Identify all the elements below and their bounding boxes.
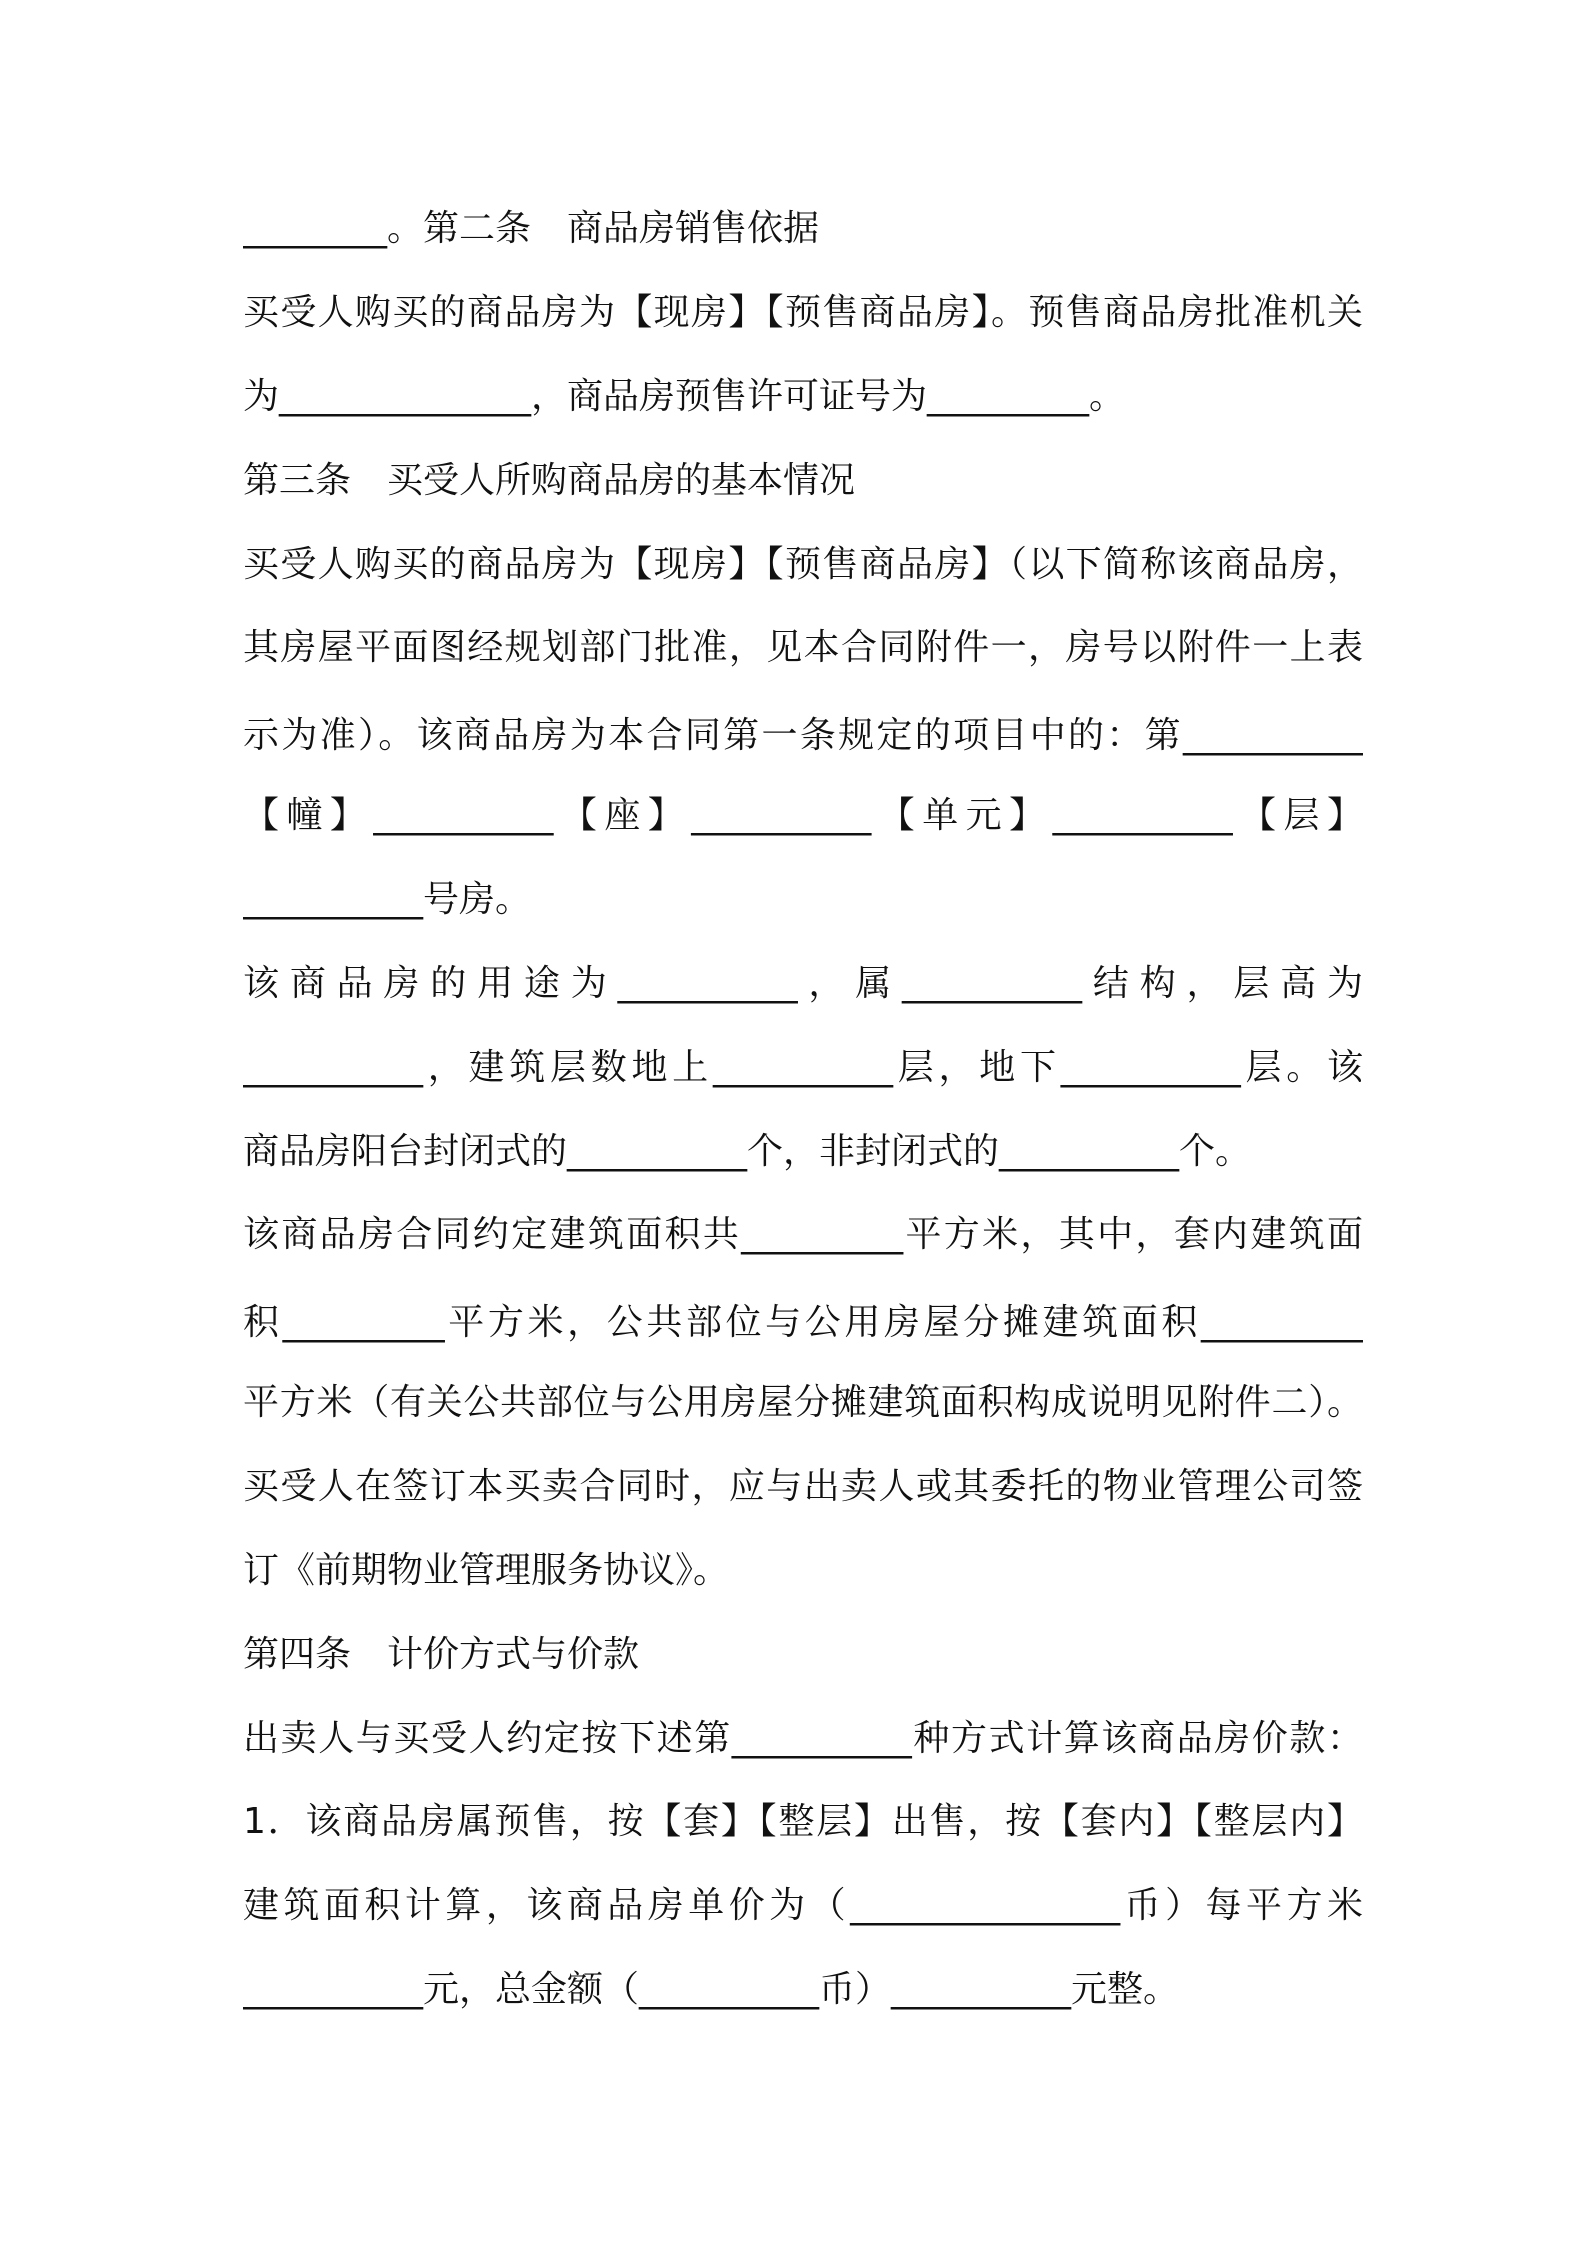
- text-line: __________号房。: [243, 879, 532, 920]
- text-line: 其房屋平面图经规划部门批准，见本合同附件一，房号以附件一上表: [243, 627, 1363, 668]
- text-line: 订《前期物业管理服务协议》。: [243, 1550, 730, 1591]
- text-line: 【幢】__________【座】__________【单元】__________【层】: [243, 795, 1363, 836]
- section-heading: 第三条 买受人所购商品房的基本情况: [243, 460, 856, 501]
- text-line: ________。第二条 商品房销售依据: [243, 208, 820, 249]
- text-line: __________元，总金额（__________币）__________元整。: [243, 1969, 1180, 2010]
- text-line: 买受人购买的商品房为【现房】【预售商品房】（以下简称该商品房，: [243, 544, 1363, 585]
- text-line: 买受人购买的商品房为【现房】【预售商品房】。预售商品房批准机关: [243, 292, 1363, 333]
- text-line: 买受人在签订本买卖合同时，应与出卖人或其委托的物业管理公司签: [243, 1466, 1363, 1507]
- section-heading: 第四条 计价方式与价款: [243, 1634, 640, 1675]
- text-line: 该商品房的用途为__________，属__________结构，层高为: [243, 963, 1363, 1004]
- text-line: 1．该商品房属预售，按【套】【整层】出售，按【套内】【整层内】: [243, 1801, 1363, 1842]
- text-line: 出卖人与买受人约定按下述第__________种方式计算该商品房价款：: [243, 1718, 1363, 1759]
- text-line: 积_________平方米，公共部位与公用房屋分摊建筑面积_________: [243, 1302, 1363, 1343]
- text-line: 该商品房合同约定建筑面积共_________平方米，其中，套内建筑面: [243, 1214, 1363, 1255]
- text-line: 商品房阳台封闭式的__________个，非封闭式的__________个。: [243, 1131, 1252, 1172]
- text-line: 平方米（有关公共部位与公用房屋分摊建筑面积构成说明见附件二）。: [243, 1382, 1363, 1423]
- text-line: 为______________，商品房预售许可证号为_________。: [243, 376, 1126, 417]
- text-line: __________，建筑层数地上__________层，地下__________层。该: [243, 1047, 1363, 1088]
- text-line: 示为准）。该商品房为本合同第一条规定的项目中的：第__________: [243, 715, 1363, 756]
- text-line: 建筑面积计算，该商品房单价为（_______________币）每平方米: [243, 1885, 1363, 1926]
